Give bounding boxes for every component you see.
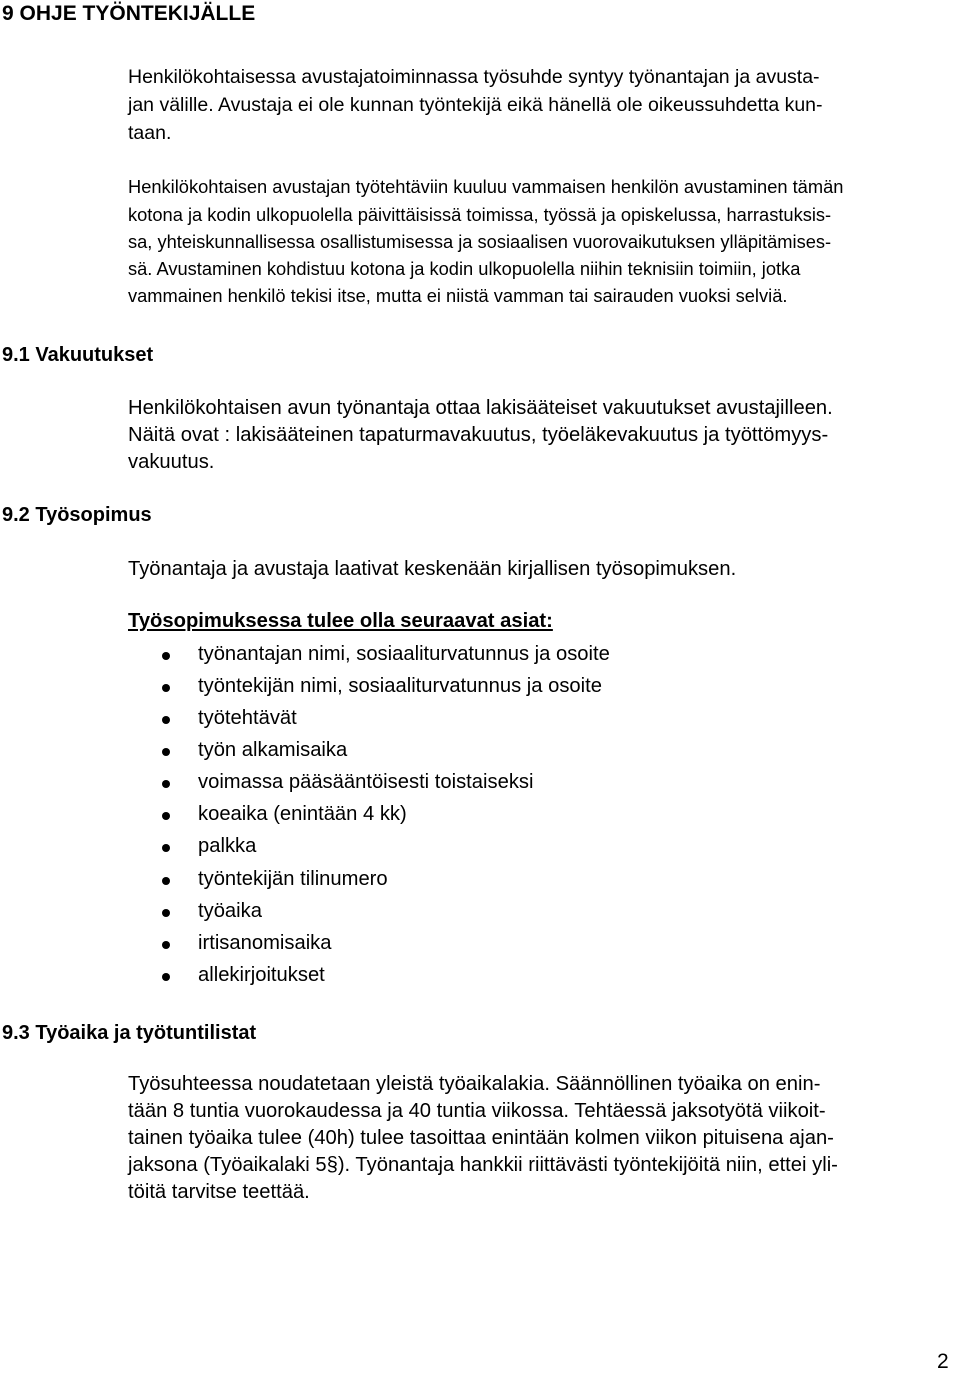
contract-intro: Työnantaja ja avustaja laativat keskenään kirjallisen työsopimuksen. bbox=[128, 558, 737, 580]
hours-line: jaksona (Työaikalaki 5§). Työnantaja hankkii riittävästi työntekijöitä niin, ettei yli- bbox=[128, 1154, 838, 1176]
bullet-icon bbox=[162, 716, 170, 724]
hours-line: Työsuhteessa noudatetaan yleistä työaikalakia. Säännöllinen työaika on enin- bbox=[128, 1073, 821, 1095]
list-item-text: työn alkamisaika bbox=[198, 739, 348, 761]
duties-line: sä. Avustaminen kohdistuu kotona ja kodin ulkopuolella niihin teknisiin toimiin, jotka bbox=[128, 258, 801, 279]
list-item-text: palkka bbox=[198, 835, 257, 857]
page-title: 9 OHJE TYÖNTEKIJÄLLE bbox=[2, 2, 256, 25]
intro-line: Henkilökohtaisessa avustajatoiminnassa työsuhde syntyy työnantajan ja avusta- bbox=[128, 66, 820, 88]
duties-line: vammainen henkilö tekisi itse, mutta ei niistä vamman tai sairauden vuoksi selviä. bbox=[128, 285, 788, 306]
intro-line: jan välille. Avustaja ei ole kunnan työntekijä eikä hänellä ole oikeussuhdetta kun- bbox=[128, 94, 823, 116]
bullet-icon bbox=[162, 684, 170, 692]
duties-line: Henkilökohtaisen avustajan työtehtäviin kuuluu vammaisen henkilön avustaminen tämän bbox=[128, 176, 844, 197]
list-item-text: allekirjoitukset bbox=[198, 964, 325, 986]
intro-line: taan. bbox=[128, 122, 172, 144]
list-item-text: koeaika (enintään 4 kk) bbox=[198, 803, 407, 825]
section-heading-contract: 9.2 Työsopimus bbox=[2, 504, 152, 526]
duties-line: sa, yhteiskunnallisessa osallistumisessa ja sosiaalisen vuorovaikutuksen ylläpitämises- bbox=[128, 231, 832, 252]
bullet-icon bbox=[162, 844, 170, 852]
section-heading-insurance: 9.1 Vakuutukset bbox=[2, 344, 154, 366]
insurance-line: Henkilökohtaisen avun työnantaja ottaa lakisääteiset vakuutukset avustajilleen. bbox=[128, 397, 833, 419]
bullet-icon bbox=[162, 780, 170, 788]
list-item-text: työnantajan nimi, sosiaaliturvatunnus ja osoite bbox=[198, 643, 610, 665]
bullet-icon bbox=[162, 877, 170, 885]
duties-line: kotona ja kodin ulkopuolella päivittäisissä toimissa, työssä ja opiskelussa, harrastuksis- bbox=[128, 204, 832, 225]
list-item-text: irtisanomisaika bbox=[198, 932, 332, 954]
bullet-icon bbox=[162, 941, 170, 949]
bullet-icon bbox=[162, 973, 170, 981]
list-item-text: työntekijän nimi, sosiaaliturvatunnus ja osoite bbox=[198, 675, 602, 697]
bullet-icon bbox=[162, 812, 170, 820]
list-item-text: työtehtävät bbox=[198, 707, 297, 729]
contract-list-heading: Työsopimuksessa tulee olla seuraavat asiat: bbox=[128, 610, 553, 632]
page-number: 2 bbox=[937, 1350, 949, 1373]
insurance-line: vakuutus. bbox=[128, 451, 215, 473]
hours-line: tään 8 tuntia vuorokaudessa ja 40 tuntia viikossa. Tehtäessä jaksotyötä viikoit- bbox=[128, 1100, 826, 1122]
hours-line: töitä tarvitse teettää. bbox=[128, 1181, 310, 1203]
bullet-icon bbox=[162, 748, 170, 756]
hours-line: tainen työaika tulee (40h) tulee tasoittaa enintään kolmen viikon pituisena ajan- bbox=[128, 1127, 834, 1149]
bullet-icon bbox=[162, 909, 170, 917]
section-heading-hours: 9.3 Työaika ja työtuntilistat bbox=[2, 1022, 257, 1044]
list-item-text: työntekijän tilinumero bbox=[198, 868, 388, 890]
bullet-icon bbox=[162, 652, 170, 660]
list-item-text: työaika bbox=[198, 900, 262, 922]
list-item-text: voimassa pääsääntöisesti toistaiseksi bbox=[198, 771, 534, 793]
insurance-line: Näitä ovat : lakisääteinen tapaturmavakuutus, työeläkevakuutus ja työttömyys- bbox=[128, 424, 829, 446]
